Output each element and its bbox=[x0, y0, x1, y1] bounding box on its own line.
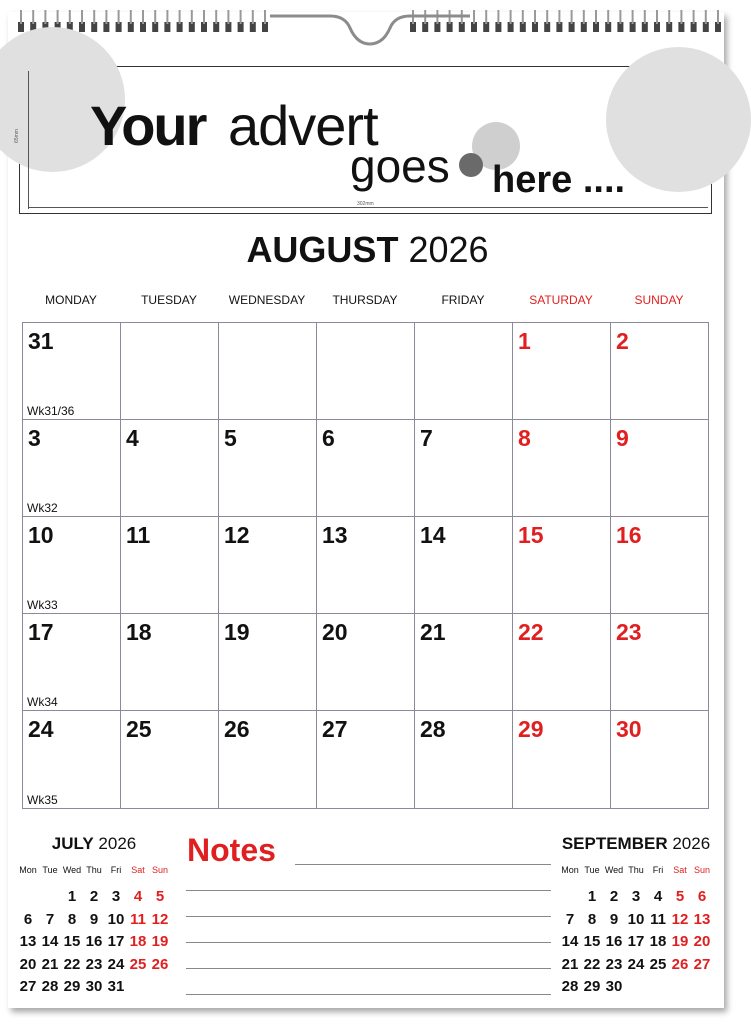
day-number: 25 bbox=[126, 716, 152, 742]
day-cell[interactable] bbox=[611, 614, 709, 711]
mini-day-number: 22 bbox=[583, 955, 601, 973]
day-cell[interactable] bbox=[317, 323, 415, 420]
mini-day-number: 19 bbox=[151, 933, 169, 950]
mini-weekday-label: Thu bbox=[86, 865, 102, 875]
mini-day-number: 20 bbox=[19, 955, 37, 973]
day-cell[interactable] bbox=[23, 323, 121, 420]
mini-day-number: 29 bbox=[583, 978, 601, 995]
notes-line bbox=[186, 968, 551, 969]
mini-calendar-title bbox=[17, 834, 171, 854]
mini-day-number: 19 bbox=[671, 933, 689, 950]
weekday-label: MONDAY bbox=[45, 293, 97, 307]
mini-day-number: 25 bbox=[129, 955, 147, 973]
mini-day-number: 14 bbox=[561, 933, 579, 950]
day-cell[interactable] bbox=[513, 711, 611, 808]
day-number: 6 bbox=[322, 425, 335, 451]
day-cell[interactable] bbox=[121, 323, 219, 420]
month-name: AUGUST bbox=[246, 229, 399, 270]
mini-day-number: 18 bbox=[129, 933, 147, 950]
day-cell[interactable] bbox=[415, 614, 513, 711]
mini-day-number: 26 bbox=[671, 955, 689, 973]
day-number: 14 bbox=[420, 522, 446, 548]
day-number: 1 bbox=[518, 328, 531, 354]
day-number: 30 bbox=[616, 716, 642, 742]
notes-line bbox=[186, 916, 551, 917]
mini-day-number: 23 bbox=[605, 955, 623, 973]
day-cell[interactable] bbox=[513, 517, 611, 614]
notes-title: Notes bbox=[187, 832, 276, 868]
mini-weekday-label: Mon bbox=[561, 865, 579, 875]
advert-text-advert: advert bbox=[228, 94, 378, 157]
mini-day-number: 13 bbox=[19, 933, 37, 950]
day-number: 12 bbox=[224, 522, 250, 548]
day-cell[interactable] bbox=[23, 711, 121, 808]
day-number: 23 bbox=[616, 619, 642, 645]
mini-weekday-label: Tue bbox=[584, 865, 600, 875]
mini-weekday-label: Mon bbox=[19, 865, 37, 875]
day-number: 18 bbox=[126, 619, 152, 645]
week-number: Wk32 bbox=[27, 501, 58, 515]
day-number: 20 bbox=[322, 619, 348, 645]
day-number: 9 bbox=[616, 425, 629, 451]
day-number: 24 bbox=[28, 716, 54, 742]
day-number: 22 bbox=[518, 619, 544, 645]
weekday-label: WEDNESDAY bbox=[228, 293, 306, 307]
mini-day-number: 6 bbox=[697, 888, 707, 905]
mini-day-number: 8 bbox=[587, 910, 597, 928]
notes-line bbox=[186, 994, 551, 995]
mini-day-number: 18 bbox=[649, 933, 667, 950]
mini-day-number: 27 bbox=[693, 955, 711, 973]
mini-day-number: 2 bbox=[89, 888, 99, 905]
day-cell[interactable] bbox=[121, 517, 219, 614]
day-number: 19 bbox=[224, 619, 250, 645]
month-year: 2026 bbox=[408, 229, 489, 270]
weekday-label: SUNDAY bbox=[634, 293, 684, 307]
mini-day-number: 30 bbox=[85, 978, 103, 995]
mini-day-number: 10 bbox=[107, 910, 125, 928]
day-number: 31 bbox=[28, 328, 54, 354]
day-cell[interactable] bbox=[415, 420, 513, 517]
dimension-line-vertical bbox=[28, 71, 29, 209]
mini-day-number: 25 bbox=[649, 955, 667, 973]
month-title bbox=[0, 229, 735, 271]
day-number: 16 bbox=[616, 522, 642, 548]
day-number: 13 bbox=[322, 522, 348, 548]
advert-banner bbox=[13, 66, 712, 214]
mini-day-number: 23 bbox=[85, 955, 103, 973]
day-number: 21 bbox=[420, 619, 446, 645]
week-number: Wk31/36 bbox=[27, 404, 75, 418]
week-number: Wk33 bbox=[27, 598, 58, 612]
day-cell[interactable] bbox=[121, 711, 219, 808]
weekday-label: THURSDAY bbox=[332, 293, 398, 307]
mini-day-number: 15 bbox=[583, 933, 601, 950]
mini-day-number: 21 bbox=[561, 955, 579, 973]
week-number: Wk34 bbox=[27, 695, 58, 709]
wire-binding bbox=[0, 0, 735, 50]
day-number: 7 bbox=[420, 425, 433, 451]
day-cell[interactable] bbox=[23, 614, 121, 711]
mini-day-number: 27 bbox=[19, 978, 37, 995]
notes-line bbox=[295, 864, 551, 865]
mini-day-number: 4 bbox=[653, 888, 663, 905]
mini-day-number: 16 bbox=[85, 933, 103, 950]
mini-day-number: 3 bbox=[631, 888, 641, 905]
mini-day-number: 2 bbox=[609, 888, 619, 905]
mini-day-number: 4 bbox=[133, 888, 143, 905]
dimension-label-width: 302mm bbox=[354, 201, 377, 207]
day-cell[interactable] bbox=[317, 711, 415, 808]
day-number: 28 bbox=[420, 716, 446, 742]
mini-month-name: JULY bbox=[51, 834, 94, 853]
mini-weekday-label: Tue bbox=[42, 865, 58, 875]
day-cell[interactable] bbox=[415, 711, 513, 808]
weekday-label: TUESDAY bbox=[141, 293, 197, 307]
mini-weekday-label: Fri bbox=[110, 865, 122, 875]
mini-calendar-title bbox=[559, 834, 713, 854]
mini-day-number: 9 bbox=[609, 910, 619, 928]
month-grid bbox=[22, 322, 709, 809]
mini-month-year: 2026 bbox=[98, 834, 137, 853]
mini-day-number: 13 bbox=[693, 910, 711, 928]
day-number: 10 bbox=[28, 522, 54, 548]
decor-dot bbox=[459, 153, 483, 177]
mini-day-number: 20 bbox=[693, 933, 711, 950]
day-cell[interactable] bbox=[317, 614, 415, 711]
day-cell[interactable] bbox=[121, 420, 219, 517]
weekday-label: SATURDAY bbox=[529, 293, 593, 307]
mini-day-number: 12 bbox=[151, 910, 169, 928]
mini-weekday-label: Wed bbox=[604, 865, 624, 875]
mini-day-number: 22 bbox=[63, 955, 81, 973]
mini-weekday-label: Wed bbox=[62, 865, 82, 875]
mini-day-number: 7 bbox=[565, 910, 575, 928]
day-number: 3 bbox=[28, 425, 41, 451]
mini-day-number: 6 bbox=[23, 910, 33, 928]
notes-line bbox=[186, 942, 551, 943]
mini-weekday-label: Thu bbox=[628, 865, 644, 875]
day-cell[interactable] bbox=[219, 323, 317, 420]
day-cell[interactable] bbox=[317, 420, 415, 517]
mini-day-number: 24 bbox=[627, 955, 645, 973]
mini-weekday-label: Sun bbox=[693, 865, 710, 875]
advert-text-here: here .... bbox=[492, 159, 626, 201]
day-cell[interactable] bbox=[219, 420, 317, 517]
day-number: 17 bbox=[28, 619, 54, 645]
day-cell[interactable] bbox=[513, 614, 611, 711]
mini-day-number: 21 bbox=[41, 955, 59, 973]
day-number: 5 bbox=[224, 425, 237, 451]
day-number: 27 bbox=[322, 716, 348, 742]
advert-text-your: Your bbox=[90, 94, 206, 157]
dimension-label-height: 65mm bbox=[13, 129, 20, 143]
day-number: 26 bbox=[224, 716, 250, 742]
day-cell[interactable] bbox=[23, 420, 121, 517]
mini-month-name: SEPTEMBER bbox=[561, 834, 668, 853]
day-cell[interactable] bbox=[415, 517, 513, 614]
mini-day-number: 29 bbox=[63, 978, 81, 995]
day-cell[interactable] bbox=[219, 614, 317, 711]
notes-line bbox=[186, 890, 551, 891]
day-number: 29 bbox=[518, 716, 544, 742]
dimension-line-horizontal bbox=[28, 207, 708, 208]
mini-day-number: 24 bbox=[107, 955, 125, 973]
day-cell[interactable] bbox=[121, 614, 219, 711]
mini-day-number: 28 bbox=[41, 978, 59, 995]
mini-day-number: 7 bbox=[45, 910, 55, 928]
mini-day-number: 10 bbox=[627, 910, 645, 928]
mini-day-number: 11 bbox=[650, 910, 666, 928]
day-cell[interactable] bbox=[513, 420, 611, 517]
mini-day-number: 8 bbox=[67, 910, 77, 928]
mini-day-number: 16 bbox=[605, 933, 623, 950]
mini-day-number: 12 bbox=[671, 910, 689, 928]
day-number: 2 bbox=[616, 328, 629, 354]
day-number: 15 bbox=[518, 522, 544, 548]
day-cell[interactable] bbox=[317, 517, 415, 614]
mini-day-number: 3 bbox=[111, 888, 121, 905]
mini-day-number: 11 bbox=[130, 910, 146, 928]
day-number: 11 bbox=[126, 522, 151, 548]
decor-circle bbox=[606, 47, 751, 192]
mini-weekday-label: Fri bbox=[652, 865, 664, 875]
day-cell[interactable] bbox=[513, 323, 611, 420]
week-number: Wk35 bbox=[27, 793, 58, 807]
day-cell[interactable] bbox=[611, 420, 709, 517]
day-cell[interactable] bbox=[23, 517, 121, 614]
advert-text-goes: goes bbox=[350, 140, 450, 192]
day-cell[interactable] bbox=[611, 517, 709, 614]
weekday-label: FRIDAY bbox=[441, 293, 485, 307]
mini-day-number: 17 bbox=[107, 933, 125, 950]
mini-day-number: 28 bbox=[561, 978, 579, 995]
day-cell[interactable] bbox=[611, 711, 709, 808]
mini-day-number: 9 bbox=[89, 910, 99, 928]
mini-day-number: 31 bbox=[107, 978, 125, 995]
mini-weekday-label: Sat bbox=[673, 865, 687, 875]
day-cell[interactable] bbox=[611, 323, 709, 420]
mini-month-year: 2026 bbox=[672, 834, 711, 853]
day-cell[interactable] bbox=[219, 711, 317, 808]
mini-day-number: 26 bbox=[151, 955, 169, 973]
day-number: 4 bbox=[126, 425, 139, 451]
mini-day-number: 5 bbox=[675, 888, 685, 905]
day-cell[interactable] bbox=[415, 323, 513, 420]
mini-day-number: 5 bbox=[155, 888, 165, 905]
mini-weekday-label: Sun bbox=[151, 865, 168, 875]
day-number: 8 bbox=[518, 425, 531, 451]
mini-day-number: 17 bbox=[627, 933, 645, 950]
mini-weekday-label: Sat bbox=[131, 865, 145, 875]
mini-day-number: 15 bbox=[63, 933, 81, 950]
mini-day-number: 30 bbox=[605, 978, 623, 995]
mini-day-number: 14 bbox=[41, 933, 59, 950]
mini-day-number: 1 bbox=[67, 888, 77, 905]
mini-day-number: 1 bbox=[587, 888, 597, 905]
day-cell[interactable] bbox=[219, 517, 317, 614]
